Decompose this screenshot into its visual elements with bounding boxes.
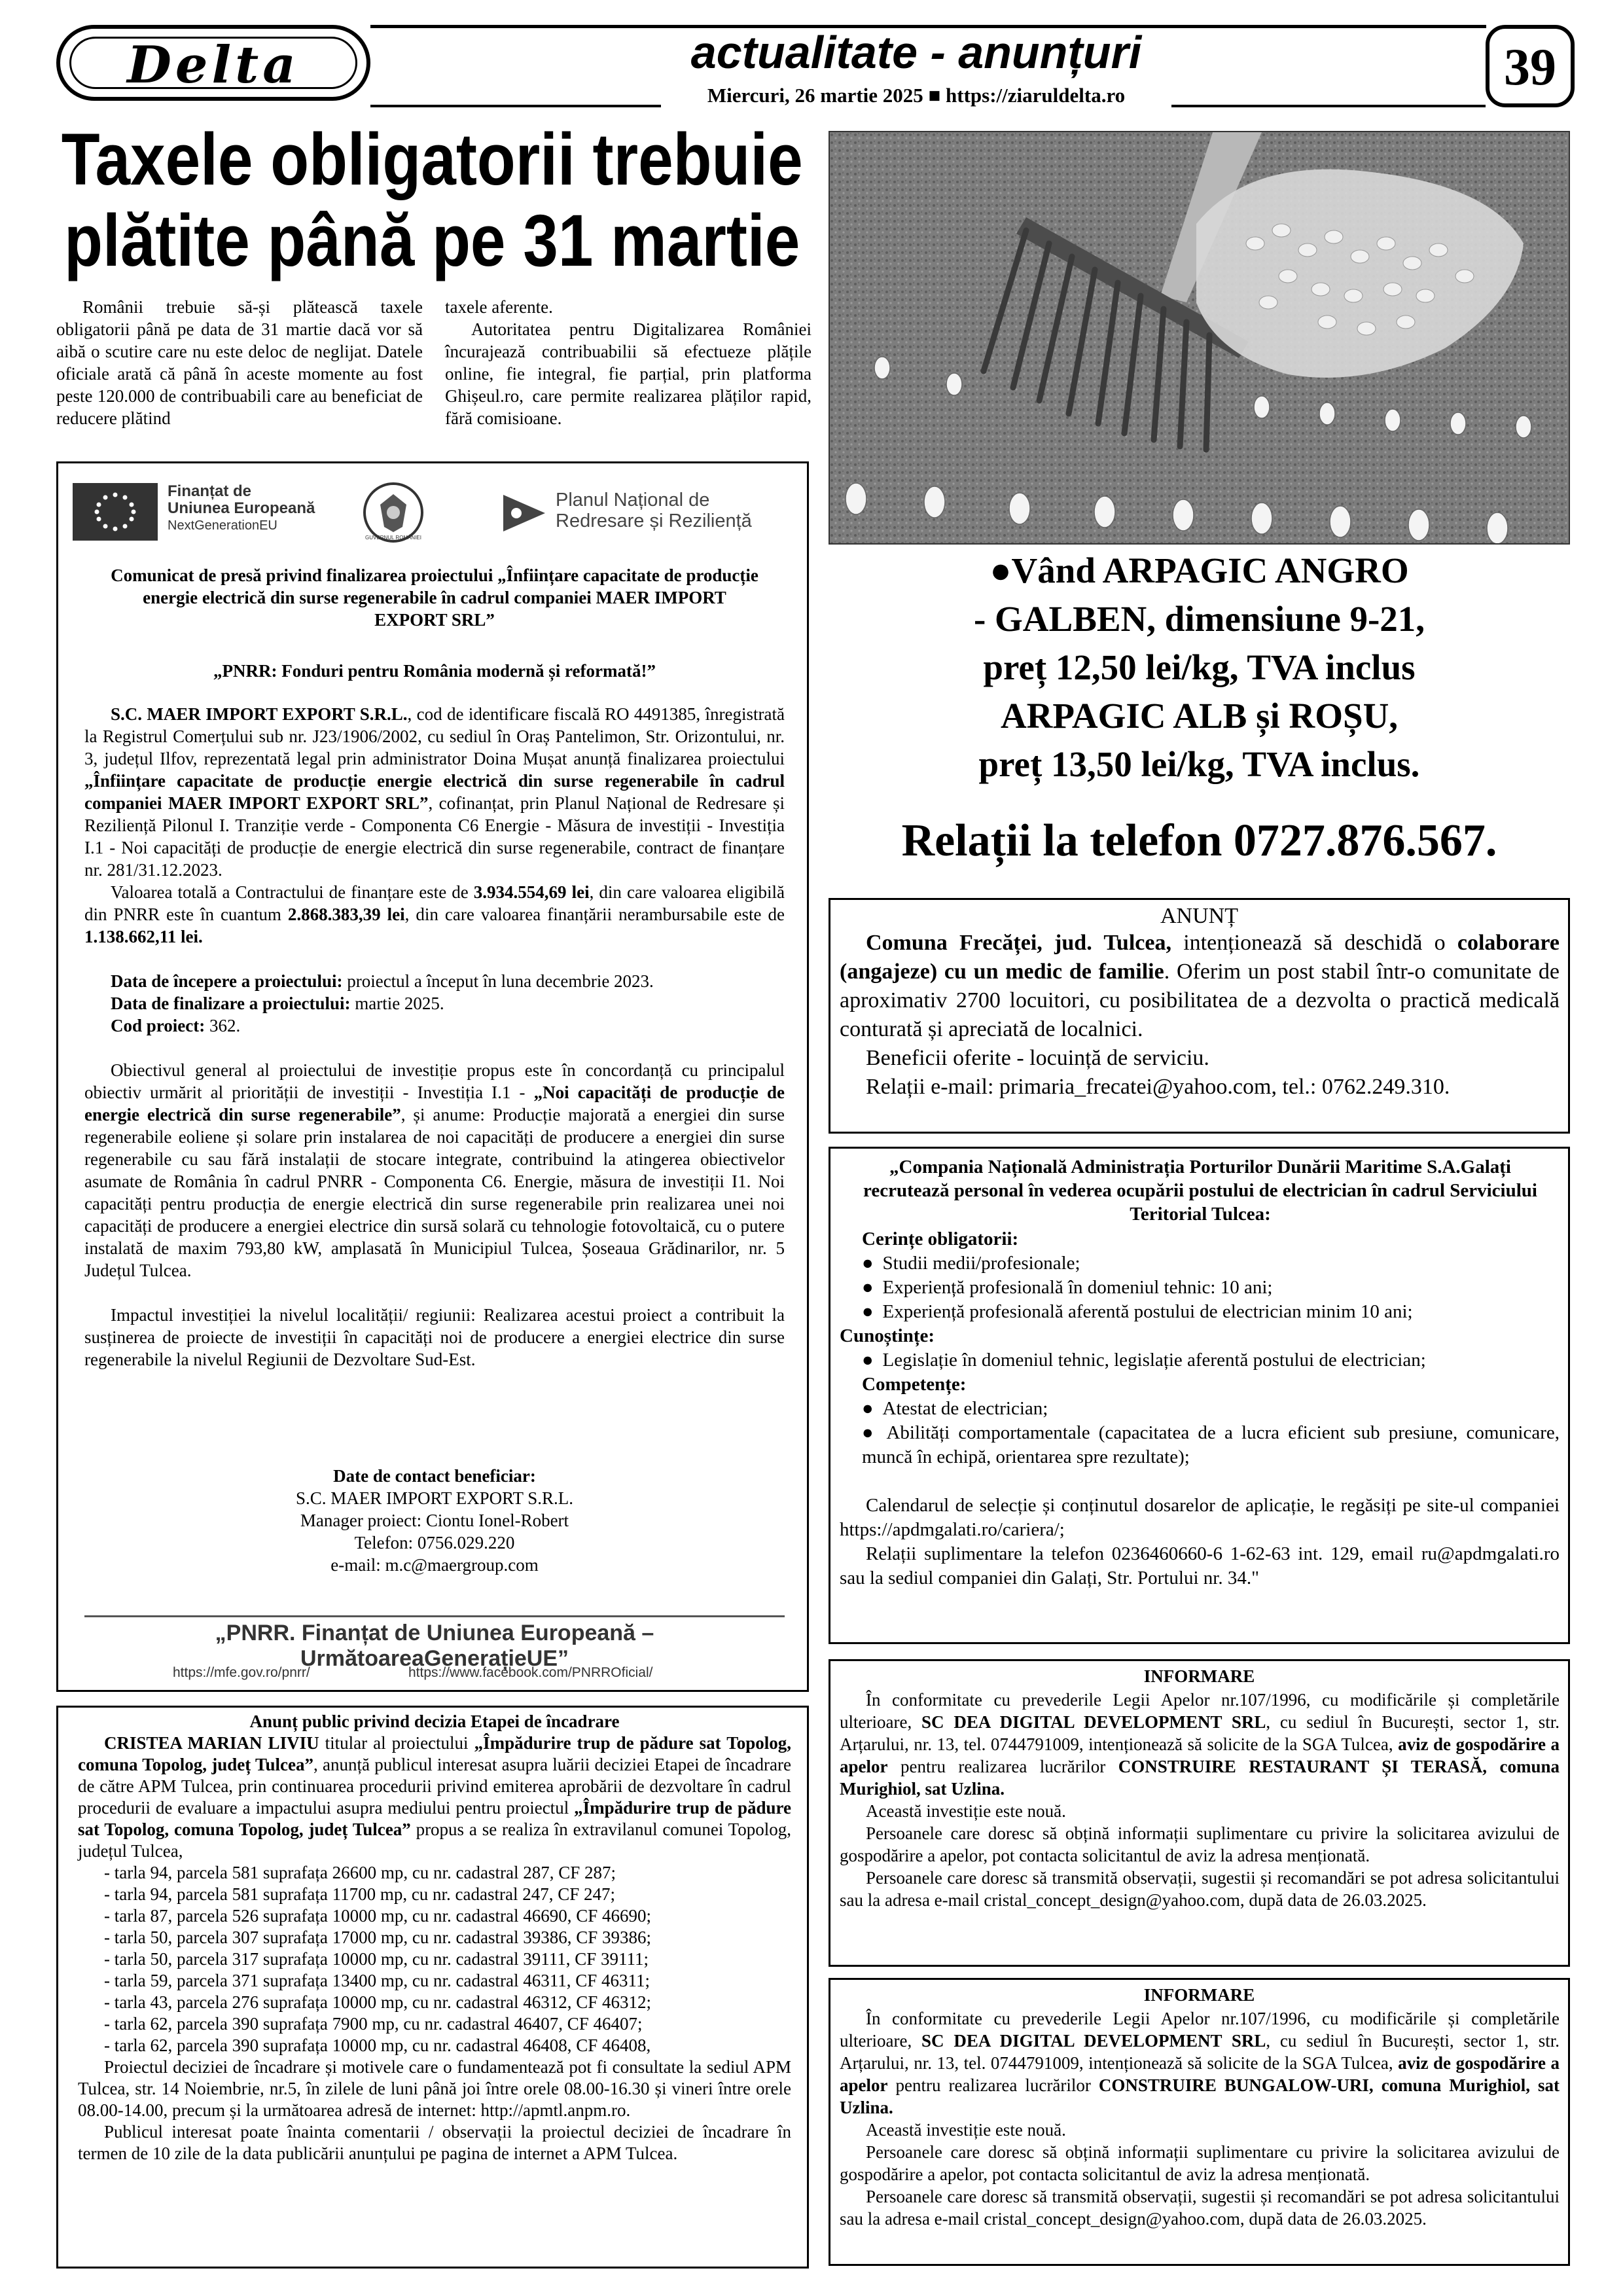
pnrr-link-mfe[interactable]: https://mfe.gov.ro/pnrr/	[173, 1665, 310, 1680]
informare-p1: În conformitate cu prevederile Legii Apelor nr.107/1996, cu modificările și completările ulterioare, SC DEA DIGITAL DEVELOPMENT SRL, cu sediul în București, sector 1, str. Arțarului, nr. 13, tel. 0744791009, intenționează să solicite de la SGA Tulcea, aviz de gospodărire a apelor pentru realizarea lucrărilor CONSTRUIRE BUNGALOW-URI, comuna Murighiol, sat Uzlina.	[840, 2009, 1560, 2117]
arpagic-photo	[829, 131, 1570, 545]
porturi-comp-title: Competențe:	[862, 1374, 967, 1395]
frecatei-p3: Relații e-mail: primaria_frecatei@yahoo.com, tel.: 0762.249.310.	[866, 1075, 1450, 1099]
pnrr-contact-email: e-mail: m.c@maergroup.com	[330, 1555, 539, 1575]
porturi-req-title: Cerințe obligatorii:	[862, 1229, 1019, 1249]
article-title-line2: plătite până pe 31 martie	[64, 200, 800, 281]
porturi-p2: Relații suplimentare la telefon 0236460660-6 1-62-63 int. 129, email ru@apdmgalati.ro sau la sediul companiei din Galați, Str. Portului nr. 34."	[840, 1543, 1560, 1588]
eu-logo-line1: Finanțat de	[168, 482, 252, 500]
pnrr-title: Comunicat de presă privind finalizarea proiectului „Înființare capacitate de producție energie electrică din surse regenerabile în cadrul companiei MAER IMPORT EXPORT SRL”	[111, 565, 758, 630]
logo-text: Delta	[127, 35, 300, 95]
pnrr-p3: Obiectivul general al proiectului de investiție propus este în concordanță cu principalul obiectiv urmărit al priorității de investiții - Investiția I.1 - „Noi capacități de producție de energie electrică din surse regenerabile”, și anume: Producție majorată a energiei din surse regenerabile eoliene și solare prin instalarea de noi capacități de producere a energiei din surse regenerabile cu sau fără instalații de stocare integrate, contribuind la atingerea obiectivelor asumate de România în cadrul PNRR - Componenta C6. Energie, măsura de investiții I1. Noi capacități pentru producția de energie electrică din surse regenerabile prin realizarea unei noi capacități de producere a energiei electrice din sursă solară cu tehnologie fotovoltaică, cu o putere instalată de maxim 793,80 kW, amplasată în Municipiul Tulcea, Șoseaua Grădinarilor, nr. 5 Județul Tulcea.	[84, 1060, 785, 1280]
informare-body	[840, 1689, 1560, 1911]
page-number: 39	[1504, 39, 1556, 96]
informare-p3: Persoanele care doresc să obțină informații suplimentare cu privire la solicitarea avizului de gospodărire a apelor, pot contacta solicitantul de aviz la adresa menționată.	[840, 1823, 1560, 1865]
porturi-req-item: ● Experiență profesională în domeniul tehnic: 10 ani;	[840, 1276, 1560, 1300]
pnrr-code: Cod proiect: 362.	[111, 1016, 241, 1035]
pnrr-contact-phone: Telefon: 0756.029.220	[354, 1533, 515, 1552]
apm-p2: Proiectul deciziei de încadrare și motivele care o fundamentează pot fi consultate la sediul APM Tulcea, str. 14 Noiembrie, nr.5, în zilele de luni până joi între orele 08.00-16.30 și vineri între orele 08.00-14.00, precum și la următoarea adresă de internet: http://apmtl.anpm.ro.	[78, 2057, 791, 2120]
article-title-line1: Taxele obligatorii trebuie	[61, 118, 803, 200]
apm-parcel-list	[78, 1862, 791, 2056]
porturi-comp-item: ● Atestat de electrician;	[840, 1397, 1560, 1421]
porturi-know-title: Cunoștințe:	[840, 1325, 935, 1346]
apm-parcel: - tarla 94, parcela 581 suprafața 26600 mp, cu nr. cadastral 287, CF 287;	[104, 1863, 616, 1882]
frecatei-announcement	[829, 898, 1570, 1134]
pnrr-announcement	[56, 461, 809, 1692]
eu-logo	[73, 483, 361, 542]
apm-parcel: - tarla 87, parcela 526 suprafața 10000 mp, cu nr. cadastral 46690, CF 46690;	[104, 1906, 652, 1926]
apm-parcel: - tarla 62, parcela 390 suprafața 7900 mp, cu nr. cadastral 46407, CF 46407;	[104, 2014, 643, 2034]
apm-parcel: - tarla 59, parcela 371 suprafața 13400 mp, cu nr. cadastral 46311, CF 46311;	[104, 1971, 651, 1990]
article-col2-a: taxele aferente.	[445, 297, 553, 317]
pnrr-p4: Impactul investiției la nivelul localității/ regiunii: Realizarea acestui proiect a contribuit la susținerea de proiecte de investiții în capacități noi de producere a energiei electrice din surse regenerabile la nivelul Regiunii de Dezvoltare Sud-Est.	[84, 1305, 785, 1369]
pnrr-logo-line1: Planul Național de	[556, 490, 710, 511]
informare-p3: Persoanele care doresc să obțină informații suplimentare cu privire la solicitarea avizului de gospodărire a apelor, pot contacta solicitantul de aviz la adresa menționată.	[840, 2142, 1560, 2184]
apm-announcement	[56, 1706, 809, 2269]
arpagic-line: ARPAGIC ALB și ROȘU,	[1000, 696, 1399, 736]
apm-parcel: - tarla 50, parcela 307 suprafața 17000 mp, cu nr. cadastral 39386, CF 39386;	[104, 1928, 652, 1947]
frecatei-title: ANUNȚ	[1160, 904, 1238, 928]
header-rule-left	[370, 105, 661, 107]
pnrr-logo-line2: Redresare și Reziliență	[556, 511, 752, 531]
informare-body	[840, 2007, 1560, 2230]
informare-p2: Această investiție este nouă.	[866, 1801, 1066, 1821]
eu-flag-icon	[73, 483, 158, 541]
arpagic-line: preț 12,50 lei/kg, TVA inclus	[983, 647, 1416, 687]
pnrr-contact-title: Date de contact beneficiar:	[333, 1466, 536, 1486]
article-col2-b: Autoritatea pentru Digitalizarea României încurajează contribuabilii să efectueze plățile online, fie integral, fie parțial, prin platforma Ghișeul.ro, care permite realizarea plăților rapid, fără comisioane.	[445, 319, 812, 428]
informare-restaurant	[829, 1659, 1570, 1967]
porturi-comp-item: ● Abilități comportamentale (capacitatea de a lucra eficient sub presiune, comunicare, muncă în echipă, orientarea spre rezultate);	[840, 1421, 1560, 1469]
apm-parcel: - tarla 94, parcela 581 suprafața 11700 mp, cu nr. cadastral 247, CF 247;	[104, 1884, 616, 1904]
pnrr-end-date: Data de finalizare a proiectului: martie 2025.	[111, 994, 444, 1013]
section-title: actualitate - anunțuri	[690, 27, 1142, 78]
pnrr-contact	[111, 1465, 758, 1576]
informare-p4: Persoanele care doresc să transmită observații, sugestii și recomandări se pot adresa solicitantului sau la adresa e-mail cristal_concept_design@yahoo.com, după data de 26.03.2025.	[840, 2187, 1560, 2229]
eu-logo-line3: NextGenerationEU	[168, 518, 277, 533]
frecatei-p1: Comuna Frecăței, jud. Tulcea, intenționează să deschidă o colaborare (angajeze) cu un medic de familie. Oferim un post stabil într-o comunitate de aproximativ 2700 locuitori, cu posibilitatea de a dezvolta o practică medicală conturată și apreciată de localnici.	[840, 931, 1560, 1041]
government-crest-icon	[361, 480, 426, 545]
frecatei-p2: Beneficii oferite - locuință de serviciu.	[866, 1046, 1209, 1070]
apm-title: Anunț public privind decizia Etapei de încadrare	[249, 1712, 620, 1731]
pnrr-banner-rule	[84, 1615, 785, 1617]
pnrr-flag-icon	[503, 495, 545, 531]
article-col1-text: Românii trebuie să-și plătească taxele obligatorii până pe data de 31 martie dacă vor să aibă o scutire care nu este deloc de neglijat. Datele oficiale arată că până în aceste momente au fost peste 120.000 de contribuabili care au beneficiat de reducere plătind	[56, 297, 423, 428]
informare-title: INFORMARE	[1143, 1985, 1255, 2005]
article-title	[55, 119, 809, 281]
porturi-announcement	[829, 1147, 1570, 1644]
informare-p1: În conformitate cu prevederile Legii Apelor nr.107/1996, cu modificările și completările ulterioare, SC DEA DIGITAL DEVELOPMENT SRL, cu sediul în București, sector 1, str. Arțarului, nr. 13, tel. 0744791009, intenționează să solicite de la SGA Tulcea, aviz de gospodărire a apelor pentru realizarea lucrărilor CONSTRUIRE RESTAURANT ȘI TERASĂ, comuna Murighiol, sat Uzlina.	[840, 1690, 1560, 1799]
pnrr-p2: Valoarea totală a Contractului de finanțare este de 3.934.554,69 lei, din care valoarea eligibilă din PNRR este în cuantum 2.868.383,39 lei, din care valoarea finanțării nerambursabile este de 1.138.662,11 lei.	[84, 882, 785, 946]
pnrr-banner: „PNRR. Finanțat de Uniunea Europeană – UrmătoareaGenerațieUE”	[215, 1621, 654, 1671]
pnrr-motto: „PNRR: Fonduri pentru România modernă și reformată!”	[213, 661, 656, 681]
apm-p1: CRISTEA MARIAN LIVIU titular al proiectului „Împădurire trup de pădure sat Topolog, comuna Topolog, județ Tulcea”, anunță publicul interesat asupra luării deciziei Etapei de încadrare de către APM Tulcea, prin continuarea procedurii privind emiterea aprobării de dezvoltare în cadrul procedurii de evaluare a impactului asupra mediului pentru proiectul „Împădurire trup de pădure sat Topolog, comuna Topolog, județ Tulcea” propus a se realiza în extravilanul comunei Topolog, județul Tulcea,	[78, 1733, 791, 1861]
bullet-icon: ●	[990, 550, 1012, 590]
porturi-know-item: ● Legislație în domeniul tehnic, legislație aferentă postului de electrician;	[840, 1348, 1560, 1372]
masthead-logo	[56, 25, 370, 101]
informare-p4: Persoanele care doresc să transmită observații, sugestii și recomandări se pot adresa solicitantului sau la adresa e-mail cristal_concept_design@yahoo.com, după data de 26.03.2025.	[840, 1868, 1560, 1910]
page-number-badge	[1486, 25, 1575, 107]
informare-bungalow	[829, 1978, 1570, 2266]
pnrr-p1: S.C. MAER IMPORT EXPORT S.R.L., cod de identificare fiscală RO 4491385, înregistrată la Registrul Comerțului sub nr. J23/1906/2002, cu sediul în Oraș Pantelimon, Str. Orizontului, nr. 3, județul Ilfov, reprezentată legal prin administrator Doina Mușat anunță finalizarea proiectului „Înființare capacitate de producție energie electrică din surse regenerabile în cadrul companiei MAER IMPORT EXPORT SRL”, cofinanțat, prin Planul Național de Redresare și Reziliență Pilonul I. Tranziție verde - Componenta C6 Energie - Măsura de investiții - Investiția I.1 - Noi capacități de producție de energie electrică din surse regenerabile, contract de finanțare nr. 281/31.12.2023.	[84, 704, 785, 880]
porturi-p1: Calendarul de selecție și conținutul dosarelor de aplicație, le regăsiți pe site-ul companiei https://apdmgalati.ro/cariera/;	[840, 1495, 1560, 1540]
pnrr-body	[84, 703, 785, 1371]
article-col1	[56, 296, 423, 429]
article-col2	[445, 296, 812, 429]
pnrr-contact-manager: Manager proiect: Ciontu Ionel-Robert	[300, 1511, 569, 1530]
apm-parcel: - tarla 50, parcela 317 suprafața 10000 mp, cu nr. cadastral 39111, CF 39111;	[104, 1949, 649, 1969]
apm-parcel: - tarla 62, parcela 390 suprafața 10000 mp, cu nr. cadastral 46408, CF 46408,	[104, 2036, 651, 2055]
arpagic-phone: Relații la telefon 0727.876.567.	[901, 816, 1497, 866]
header-rule-right	[1171, 105, 1486, 107]
apm-body	[78, 1732, 791, 2164]
apm-parcel: - tarla 43, parcela 276 suprafața 10000 mp, cu nr. cadastral 46312, CF 46312;	[104, 1992, 652, 2012]
pnrr-link-facebook[interactable]: https://www.facebook.com/PNRROficial/	[408, 1665, 653, 1680]
porturi-req-item: ● Experiență profesională aferentă postului de electrician minim 10 ani;	[840, 1300, 1560, 1324]
frecatei-body	[840, 929, 1560, 1102]
porturi-req-item: ● Studii medii/profesionale;	[840, 1251, 1560, 1276]
dateline: Miercuri, 26 martie 2025 ■ https://ziaruldelta.ro	[707, 84, 1126, 107]
apm-p3: Publicul interesat poate înainta comentarii / observații la proiectul deciziei de încadrare în termen de 10 zile de la data publicării anunțului pe pagina de internet a APM Tulcea.	[78, 2122, 791, 2163]
arpagic-line: ●Vând ARPAGIC ANGRO	[990, 550, 1409, 590]
pnrr-start-date: Data de începere a proiectului: proiectul a început în luna decembrie 2023.	[111, 971, 654, 991]
pnrr-contact-company: S.C. MAER IMPORT EXPORT S.R.L.	[295, 1488, 574, 1508]
pnrr-logo	[503, 490, 804, 542]
porturi-body	[840, 1227, 1560, 1590]
eu-logo-line2: Uniunea Europeană	[168, 499, 315, 517]
arpagic-line: preț 13,50 lei/kg, TVA inclus.	[978, 744, 1420, 784]
informare-title: INFORMARE	[1143, 1666, 1255, 1686]
arpagic-ad	[829, 547, 1570, 789]
porturi-title: „Compania Națională Administrația Porturilor Dunării Maritime S.A.Galați recrutează personal în vederea ocupării postului de electrician în cadrul Serviciului Teritorial Tulcea:	[863, 1157, 1537, 1225]
arpagic-line: - GALBEN, dimensiune 9-21,	[973, 599, 1425, 639]
informare-p2: Această investiție este nouă.	[866, 2120, 1066, 2140]
gov-logo-text: GUVERNUL ROMÂNIEI	[365, 535, 421, 541]
